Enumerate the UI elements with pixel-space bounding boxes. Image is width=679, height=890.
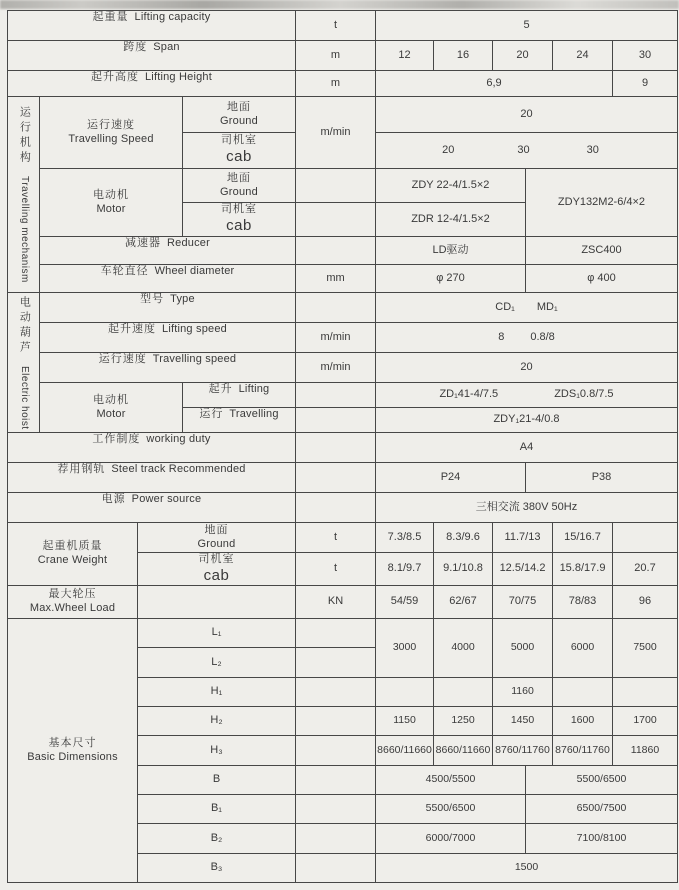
motor-ground-label (182, 168, 296, 203)
crane-weight-cab-en: cab (203, 566, 230, 584)
travelling-speed-ground-en: Ground (220, 114, 258, 127)
hoist-motor-lifting-en: Lifting (238, 383, 270, 395)
crane-weight-cab-value-1: 8.1/9.7 (375, 552, 434, 586)
reducer-right-value: ZSC400 (525, 236, 678, 265)
dim-L2-label: L₂ (137, 647, 296, 678)
type-label-zh: 型号 (140, 293, 165, 305)
power-source-unit-empty (295, 492, 376, 523)
dim-L-value-2: 4000 (433, 618, 493, 678)
crane-weight-ground-en: Ground (197, 537, 236, 550)
steel-track-label (7, 462, 296, 493)
motor-ground-en: Ground (220, 185, 258, 198)
dim-L-value-5: 7500 (612, 618, 678, 678)
section-electric-hoist-label (17, 293, 31, 432)
max-wheel-load-label (7, 585, 138, 619)
hoist-motor-travelling-en: Travelling (229, 408, 279, 420)
crane-weight-ground-value-4: 15/16.7 (552, 522, 613, 553)
dim-H2-label: H₂ (137, 706, 296, 736)
basic-dimensions-label (7, 618, 138, 883)
dim-H1-value-4 (552, 677, 613, 707)
travelling-speed-label (39, 96, 183, 169)
hoist-lifting-speed-value-1: 8 (498, 330, 505, 343)
crane-weight-ground-unit: t (295, 522, 376, 553)
travelling-speed-cab-values (375, 132, 678, 169)
dim-B2-left-value: 6000/7000 (375, 823, 526, 854)
max-wheel-load-label-zh: 最大轮压 (48, 588, 97, 601)
reducer-label-zh: 减速器 (125, 237, 161, 249)
crane-weight-cab-value-4: 15.8/17.9 (552, 552, 613, 586)
dim-H1-value-5 (612, 677, 678, 707)
dim-H3-label: H₃ (137, 735, 296, 766)
travelling-speed-ground-label (182, 96, 296, 133)
lifting-capacity-label-zh: 起重量 (92, 11, 129, 23)
max-wheel-load-value-5: 96 (612, 585, 678, 619)
span-label (7, 40, 296, 71)
motor-ground-value: ZDY 22-4/1.5×2 (375, 168, 526, 203)
dim-B2-label: B₂ (137, 823, 296, 854)
hoist-lifting-speed-label (39, 322, 296, 353)
hoist-motor-lifting-value-2: ZDS₁0.8/7.5 (554, 388, 614, 401)
motor-cab-zh: 司机室 (221, 203, 257, 216)
span-value-5: 30 (612, 40, 678, 71)
hoist-motor-label (39, 382, 183, 433)
hoist-travelling-speed-value: 20 (375, 352, 678, 383)
dim-B3-unit-empty (295, 853, 376, 883)
crane-weight-cab-zh: 司机室 (198, 552, 235, 565)
power-source-label-en: Power source (131, 493, 202, 505)
type-label-en: Type (170, 293, 195, 305)
span-label-en: Span (153, 41, 180, 53)
motor-label-en: Motor (96, 202, 126, 215)
lifting-capacity-label (7, 10, 296, 41)
motor-cab-en: cab (226, 217, 252, 234)
basic-dimensions-label-en: Basic Dimensions (27, 750, 118, 763)
hoist-lifting-speed-label-zh: 起升速度 (108, 323, 156, 335)
wheel-diameter-right-value: φ 400 (525, 264, 678, 293)
travelling-speed-cab-value-1: 20 (442, 143, 455, 156)
max-wheel-load-unit: KN (295, 585, 376, 619)
dim-H2-value-1: 1150 (375, 706, 434, 736)
hoist-motor-lifting-unit-empty (295, 382, 376, 408)
span-value-4: 24 (552, 40, 613, 71)
section-electric-hoist (7, 292, 40, 433)
dim-B2-unit-empty (295, 823, 376, 854)
reducer-label (39, 236, 296, 265)
motor-ground-unit-empty (295, 168, 376, 203)
scan-artifact-band (0, 0, 679, 9)
motor-label-zh: 电动机 (93, 188, 129, 201)
hoist-lifting-speed-unit: m/min (295, 322, 376, 353)
motor-right-value: ZDY132M2-6/4×2 (525, 168, 678, 237)
span-label-zh: 跨度 (123, 41, 148, 53)
max-wheel-load-value-2: 62/67 (433, 585, 493, 619)
span-value-2: 16 (433, 40, 493, 71)
hoist-travelling-speed-unit: m/min (295, 352, 376, 383)
dim-H1-value-3: 1160 (492, 677, 553, 707)
dim-L-value-1: 3000 (375, 618, 434, 678)
steel-track-label-zh: 荐用钢轨 (57, 463, 106, 475)
type-value-2: MD₁ (536, 300, 558, 313)
steel-track-right-value: P38 (525, 462, 678, 493)
hoist-motor-travelling-value: ZDY₁21-4/0.8 (375, 407, 678, 433)
travelling-speed-cab-value-2: 30 (517, 143, 530, 156)
lifting-height-unit: m (295, 70, 376, 97)
hoist-motor-lifting-values-pair (439, 388, 613, 402)
crane-weight-ground-value-3: 11.7/13 (492, 522, 553, 553)
hoist-motor-lifting-value-1: ZD₁41-4/7.5 (439, 388, 499, 401)
crane-weight-label-en: Crane Weight (37, 554, 108, 566)
motor-cab-label (182, 202, 296, 237)
dim-L1-unit-empty (295, 618, 376, 648)
section-travelling-mechanism-en: Travelling mechanism (18, 176, 30, 283)
max-wheel-load-label-en: Max.Wheel Load (29, 602, 116, 614)
crane-weight-ground-value-2: 8.3/9.6 (433, 522, 493, 553)
working-duty-value: A4 (375, 432, 678, 463)
hoist-motor-lifting-values (375, 382, 678, 408)
hoist-motor-label-zh: 电动机 (93, 393, 129, 406)
section-travelling-mechanism (7, 96, 40, 293)
dim-B1-unit-empty (295, 794, 376, 824)
dim-H1-unit-empty (295, 677, 376, 707)
reducer-unit-empty (295, 236, 376, 265)
dim-B-label: B (137, 765, 296, 795)
motor-label (39, 168, 183, 237)
dim-B3-label: B₃ (137, 853, 296, 883)
hoist-motor-travelling-zh: 运行 (199, 408, 224, 420)
lifting-capacity-value: 5 (375, 10, 678, 41)
dim-L-value-4: 6000 (552, 618, 613, 678)
dim-B2-right-value: 7100/8100 (525, 823, 678, 854)
section-electric-hoist-en: Electric hoist (18, 365, 30, 430)
steel-track-label-en: Steel track Recommended (111, 463, 246, 475)
span-value-1: 12 (375, 40, 434, 71)
dim-B-right-value: 5500/6500 (525, 765, 678, 795)
dim-H2-value-4: 1600 (552, 706, 613, 736)
hoist-lifting-speed-values-pair (498, 331, 555, 345)
type-values (375, 292, 678, 323)
travelling-speed-ground-value: 20 (375, 96, 678, 133)
max-wheel-load-value-3: 70/75 (492, 585, 553, 619)
type-unit-empty (295, 292, 376, 323)
travelling-speed-cab-value-3: 30 (586, 143, 599, 156)
travelling-speed-cab-label (182, 132, 296, 169)
crane-weight-ground-zh: 地面 (204, 523, 229, 536)
travelling-speed-ground-zh: 地面 (227, 100, 251, 113)
travelling-speed-label-en: Travelling Speed (68, 132, 154, 145)
span-value-3: 20 (492, 40, 553, 71)
lifting-height-label-en: Lifting Height (144, 71, 212, 83)
wheel-diameter-left-value: φ 270 (375, 264, 526, 293)
dim-H3-value-3: 8760/11760 (492, 735, 553, 766)
working-duty-unit-empty (295, 432, 376, 463)
span-unit: m (295, 40, 376, 71)
travelling-speed-cab-zh: 司机室 (221, 134, 257, 147)
travelling-speed-unit: m/min (295, 96, 376, 169)
wheel-diameter-label (39, 264, 296, 293)
dim-B1-label: B₁ (137, 794, 296, 824)
hoist-motor-lifting-label (182, 382, 296, 408)
power-source-value: 三相交流 380V 50Hz (375, 492, 678, 523)
dim-H3-unit-empty (295, 735, 376, 766)
motor-cab-unit-empty (295, 202, 376, 237)
lifting-height-label-zh: 起升高度 (90, 71, 139, 83)
hoist-travelling-speed-label (39, 352, 296, 383)
section-travelling-mechanism-zh: 运行机构 (18, 106, 31, 167)
working-duty-label (7, 432, 296, 463)
crane-weight-ground-value-1: 7.3/8.5 (375, 522, 434, 553)
crane-weight-cab-label (137, 552, 296, 586)
hoist-motor-lifting-zh: 起升 (208, 383, 233, 395)
power-source-label (7, 492, 296, 523)
travelling-speed-cab-values-layout (376, 133, 677, 168)
dim-B-left-value: 4500/5500 (375, 765, 526, 795)
wheel-diameter-label-en: Wheel diameter (154, 265, 235, 277)
crane-weight-ground-label (137, 522, 296, 553)
dim-H2-value-5: 1700 (612, 706, 678, 736)
crane-weight-cab-value-2: 9.1/10.8 (433, 552, 493, 586)
lifting-capacity-unit: t (295, 10, 376, 41)
reducer-label-en: Reducer (167, 237, 210, 249)
steel-track-unit-empty (295, 462, 376, 493)
basic-dimensions-label-zh: 基本尺寸 (48, 736, 97, 749)
dim-L2-unit-empty (295, 647, 376, 678)
lifting-height-value-main: 6,9 (375, 70, 613, 97)
type-label (39, 292, 296, 323)
lifting-capacity-label-en: Lifting capacity (134, 11, 211, 23)
dim-H2-value-2: 1250 (433, 706, 493, 736)
travelling-speed-cab-en: cab (226, 148, 252, 165)
dim-B1-left-value: 5500/6500 (375, 794, 526, 824)
dim-B3-value: 1500 (375, 853, 678, 883)
crane-weight-label (7, 522, 138, 586)
travelling-speed-label-zh: 运行速度 (87, 118, 135, 131)
dim-B1-right-value: 6500/7500 (525, 794, 678, 824)
hoist-motor-travelling-unit-empty (295, 407, 376, 433)
motor-ground-zh: 地面 (227, 171, 251, 184)
max-wheel-load-value-4: 78/83 (552, 585, 613, 619)
hoist-lifting-speed-values (375, 322, 678, 353)
type-value-1: CD₁ (495, 300, 515, 313)
dim-H3-value-1: 8660/11660 (375, 735, 434, 766)
dim-H3-value-2: 8660/11660 (433, 735, 493, 766)
dim-H2-unit-empty (295, 706, 376, 736)
dim-H1-value-1 (375, 677, 434, 707)
wheel-diameter-label-zh: 车轮直径 (100, 265, 149, 277)
lifting-height-value-last: 9 (612, 70, 678, 97)
hoist-motor-travelling-label (182, 407, 296, 433)
hoist-lifting-speed-value-2: 0.8/8 (530, 330, 555, 343)
crane-weight-ground-value-5 (612, 522, 678, 553)
dim-L-value-3: 5000 (492, 618, 553, 678)
dim-H2-value-3: 1450 (492, 706, 553, 736)
hoist-lifting-speed-label-en: Lifting speed (162, 323, 227, 335)
steel-track-left-value: P24 (375, 462, 526, 493)
type-values-pair (495, 301, 557, 315)
section-travelling-mechanism-label (17, 97, 31, 292)
crane-weight-cab-value-3: 12.5/14.2 (492, 552, 553, 586)
hoist-travelling-speed-label-zh: 运行速度 (98, 353, 147, 365)
reducer-left-value: LD驱动 (375, 236, 526, 265)
dim-L1-label: L₁ (137, 618, 296, 648)
crane-weight-cab-unit: t (295, 552, 376, 586)
hoist-travelling-speed-label-en: Travelling speed (152, 353, 237, 365)
motor-cab-value: ZDR 12-4/1.5×2 (375, 202, 526, 237)
dim-H1-label: H₁ (137, 677, 296, 707)
section-electric-hoist-zh: 电动葫芦 (18, 295, 31, 356)
crane-weight-cab-value-5: 20.7 (612, 552, 678, 586)
crane-weight-label-zh: 起重机质量 (42, 540, 103, 553)
max-wheel-load-sub-empty (137, 585, 296, 619)
working-duty-label-zh: 工作制度 (92, 433, 141, 445)
max-wheel-load-value-1: 54/59 (375, 585, 434, 619)
dim-H3-value-5: 11860 (612, 735, 678, 766)
wheel-diameter-unit: mm (295, 264, 376, 293)
dim-H3-value-4: 8760/11760 (552, 735, 613, 766)
power-source-label-zh: 电源 (101, 493, 126, 505)
working-duty-label-en: working duty (146, 433, 211, 445)
dim-B-unit-empty (295, 765, 376, 795)
hoist-motor-label-en: Motor (96, 407, 126, 420)
lifting-height-label (7, 70, 296, 97)
dim-H1-value-2 (433, 677, 493, 707)
